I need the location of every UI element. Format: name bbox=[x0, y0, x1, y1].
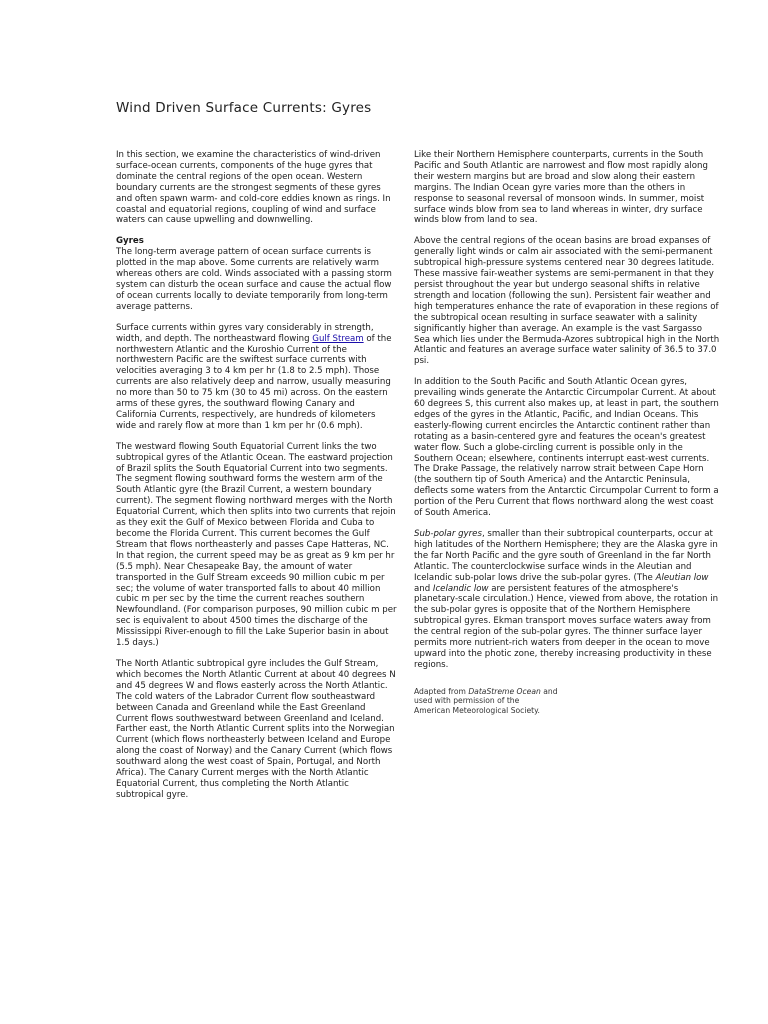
sub-polar-text-c: are persistent features of the atmosphere's planetary-scale circulation.) Hence, viewed from above, the rotation in the sub-polar gyres is opposite that of the Northern Hemisphere subtropical gyres. Ekman transport moves surface waters away from the central region of the sub-polar gyres. The thinner surface layer permits more nutrient-rich waters from deeper in the ocean to move upward into the photic zone, thereby increasing productivity in these regions. bbox=[414, 583, 719, 670]
right-column bbox=[414, 150, 720, 716]
credit-note bbox=[414, 687, 720, 716]
north-atlantic-paragraph: The North Atlantic subtropical gyre includes the Gulf Stream, which becomes the North Atlantic Current at about 40 degrees N and 45 degrees W and flows easterly across the North Atlantic. The cold waters of the Labrador Current flow southeastward between Canada and Greenland while the East Greenland Current flows southwestward between Greenland and Iceland. Farther east, the North Atlantic Current splits into the Norwegian Current (which flows northeasterly between Iceland and Europe along the coast of Norway) and the Canary Current (which flows southward along the west coast of Spain, Portugal, and North Africa). The Canary Current merges with the North Atlantic Equatorial Current, thus completing the North Atlantic subtropical gyre. bbox=[116, 658, 396, 800]
credit-text-d: American Meteorological Society. bbox=[414, 705, 540, 715]
gyres-section bbox=[116, 236, 398, 312]
sub-polar-text-a: , smaller than their subtropical counterparts, occur at high latitudes of the Northern Hemisphere; they are the Alaska gyre in the far North Pacific and the gyre south of Greenland in the far North Atlantic. The counterclockwise surface winds in the Aleutian and Icelandic sub-polar lows drive the sub-polar gyres. (The bbox=[414, 529, 718, 583]
southern-hemisphere-paragraph: Like their Northern Hemisphere counterparts, currents in the South Pacific and South Atlantic are narrowest and flow most rapidly along their western margins but are broad and slow along their eastern margins. The Indian Ocean gyre varies more than the others in response to seasonal reversal of monsoon winds. In summer, moist surface winds blow from sea to land whereas in winter, dry surface winds blow from land to sea. bbox=[414, 150, 708, 226]
page-title: Wind Driven Surface Currents: Gyres bbox=[116, 100, 372, 116]
south-equatorial-paragraph: The westward flowing South Equatorial Current links the two subtropical gyres of the Atlantic Ocean. The eastward projection of Brazil splits the South Equatorial Current into two segments. The segment flowing southward forms the western arm of the South Atlantic gyre (the Brazil Current, a western boundary current). The segment flowing northward merges with the North Equatorial Current, which then splits into two currents that rejoin as they exit the Gulf of Mexico between Florida and Cuba to become the Florida Current. This current becomes the Gulf Stream that flows northeasterly and passes Cape Hatteras, NC. In that region, the current speed may be as great as 9 km per hr (5.5 mph). Near Chesapeake Bay, the amount of water transported in the Gulf Stream exceeds 90 million cubic m per sec; the volume of water transported falls to about 40 million cubic m per sec by the time the current reaches southern Newfoundland. (For comparison purposes, 90 million cubic m per sec is equivalent to about 4500 times the discharge of the Mississippi River-enough to fill the Lake Superior basin in about 1.5 days.) bbox=[116, 441, 397, 649]
sub-polar-term: Sub-polar gyres bbox=[414, 529, 482, 539]
sub-polar-paragraph bbox=[414, 529, 720, 671]
sub-polar-text-b: and bbox=[414, 583, 433, 594]
intro-paragraph: In this section, we examine the characteristics of wind-driven surface-ocean currents, components of the huge gyres that dominate the central regions of the open ocean. Western boundary currents are the strongest segments of these gyres and often spawn warm- and cold-core eddies known as rings. In coastal and equatorial regions, coupling of wind and surface waters can cause upwelling and downwelling. bbox=[116, 150, 391, 226]
left-column bbox=[116, 150, 398, 811]
aleutian-term: Aleutian low bbox=[655, 572, 709, 583]
strength-paragraph bbox=[116, 323, 398, 432]
icelandic-term: Icelandic low bbox=[432, 583, 489, 594]
gulf-stream-link[interactable]: Gulf Stream bbox=[312, 333, 364, 344]
strength-text-a: Surface currents within gyres vary considerably in strength, width, and depth. The northeastward flowing bbox=[116, 322, 374, 344]
subtropical-high-paragraph: Above the central regions of the ocean basins are broad expanses of generally light winds or calm air associated with the semi-permanent subtropical high-pressure systems centered near 30 degrees latitude. These massive fair-weather systems are semi-permanent in that they persist throughout the year but undergo seasonal shifts in relative strength and location (following the sun). Persistent fair weather and high temperatures enhance the rate of evaporation in these regions of the subtropical ocean resulting in surface seawater with a salinity significantly higher than average. An example is the vast Sargasso Sea which lies under the Bermuda-Azores subtropical high in the North Atlantic and features an average surface water salinity of 36.5 to 37.0 psi. bbox=[414, 236, 720, 367]
strength-text-b: of the northwestern Atlantic and the Kuroshio Current of the northwestern Pacific are the swiftest surface currents with velocities averaging 3 to 4 km per hr (1.8 to 2.5 mph). Those currents are also relatively deep and narrow, usually measuring no more than 50 to 75 km (30 to 45 mi) across. On the eastern arms of these gyres, the southward flowing Canary and California Currents, respectively, are hundreds of kilometers wide and rarely flow at more than 1 km per hr (0.6 mph). bbox=[116, 333, 392, 431]
gyres-paragraph: The long-term average pattern of ocean surface currents is plotted in the map above. Some currents are relatively warm whereas others are cold. Winds associated with a passing storm system can disturb the ocean surface and cause the actual flow of ocean currents locally to deviate temporarily from long-term average patterns. bbox=[116, 247, 392, 312]
credit-text-c: used with permission of the bbox=[414, 696, 520, 706]
antarctic-paragraph: In addition to the South Pacific and South Atlantic Ocean gyres, prevailing winds generate the Antarctic Circumpolar Current. At about 60 degrees S, this current also makes up, at least in part, the southern edges of the gyres in the Atlantic, Pacific, and Indian Oceans. This easterly-flowing current encircles the Antarctic continent rather than rotating as a basin-centered gyre and features the ocean's greatest water flow. Such a globe-circling current is possible only in the Southern Ocean; elsewhere, continents interrupt east-west currents. The Drake Passage, the relatively narrow strait between Cape Horn (the southern tip of South America) and the Antarctic Peninsula, deflects some waters from the Antarctic Circumpolar Current to form a portion of the Peru Current that flows northward along the west coast of South America. bbox=[414, 377, 719, 519]
gyres-heading: Gyres bbox=[116, 236, 144, 247]
credit-text-b: and bbox=[540, 686, 558, 696]
credit-text-a: Adapted from bbox=[414, 686, 469, 696]
credit-source: DataStreme Ocean bbox=[468, 686, 541, 696]
